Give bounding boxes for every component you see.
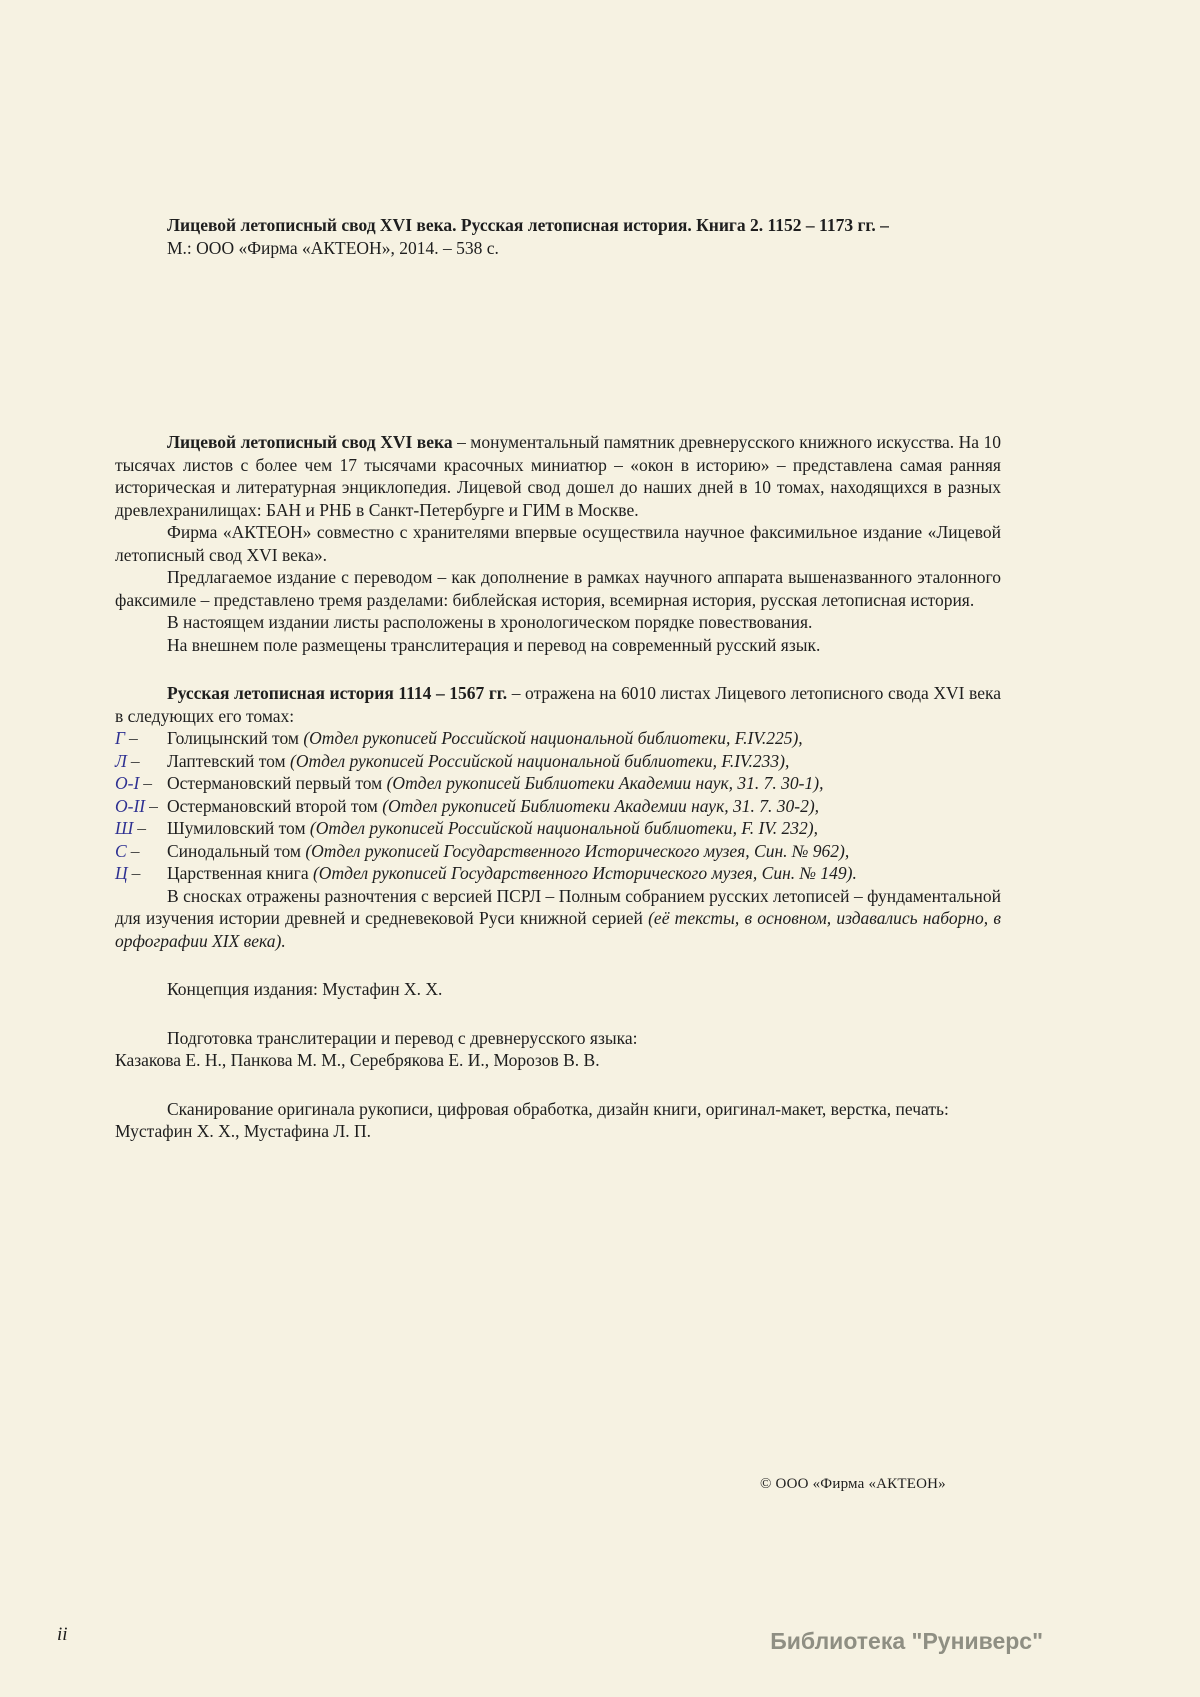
copyright-notice: © ООО «Фирма «АКТЕОН» bbox=[760, 1476, 946, 1492]
volume-description: Синодальный том (Отдел рукописей Государственного Исторического музея, Син. № 962), bbox=[167, 840, 850, 861]
paragraph-history-heading bbox=[115, 682, 1001, 727]
volume-letter: О-I – bbox=[115, 773, 153, 793]
dash: – bbox=[149, 795, 158, 816]
paragraph-edition: Предлагаемое издание с переводом – как дополнение в рамках научного аппарата вышеназванного эталонного факсимиле – представлено тремя разделами: библейская история, всемирная история, русская летописная история. bbox=[115, 567, 1001, 610]
citation-title-line: Лицевой летописный свод XVI века. Русская летописная история. Книга 2. 1152 – 1173 гг. – bbox=[167, 215, 889, 235]
paragraph-overview-text: – монументальный памятник древнерусского книжного искусства. На 10 тысячах листов с более чем 17 тысячами красочных миниатюр – «окон в историю» – представлена самая ранняя историческая и литературная энциклопедия. Лицевой свод дошел до наших дней в 10 томах, находящихся в разных древлехранилищах: БАН и РНБ в Санкт-Петербурге и ГИМ в Москве. bbox=[115, 432, 1002, 520]
paragraph-overview bbox=[115, 431, 1001, 521]
volume-letter: Л – bbox=[115, 750, 140, 771]
paragraph-footnotes bbox=[115, 885, 1001, 953]
volume-list bbox=[115, 727, 1001, 885]
volume-letter: Ц – bbox=[115, 863, 141, 883]
dash: – bbox=[137, 818, 147, 838]
credit-concept: Концепция издания: Мустафин Х. Х. bbox=[167, 979, 443, 999]
volume-description: Остермановский первый том (Отдел рукописей Библиотеки Академии наук, 31. 7. 30-1), bbox=[167, 773, 824, 793]
page-number: ii bbox=[57, 1624, 68, 1645]
volume-item-laptev bbox=[115, 750, 1001, 773]
volume-item-osterman-1 bbox=[115, 772, 1001, 795]
dash: – bbox=[130, 750, 140, 771]
volume-item-shumilov bbox=[115, 817, 1001, 840]
volume-letter: Ш – bbox=[115, 818, 147, 838]
dash: – bbox=[130, 840, 140, 861]
dash: – bbox=[128, 728, 138, 748]
citation-imprint-line: М.: ООО «Фирма «АКТЕОН», 2014. – 538 с. bbox=[167, 238, 499, 258]
volume-item-sinodal bbox=[115, 840, 1001, 863]
dash: – bbox=[131, 863, 141, 883]
volume-letter: О-II – bbox=[115, 795, 158, 816]
volume-item-tsarstvennaya bbox=[115, 862, 1001, 885]
annotation-text-block bbox=[115, 431, 1001, 1143]
volume-description: Лаптевский том (Отдел рукописей Российской национальной библиотеки, F.IV.233), bbox=[167, 750, 790, 771]
volume-letter: С – bbox=[115, 840, 140, 861]
bibliographic-citation bbox=[167, 214, 907, 260]
volume-description: Шумиловский том (Отдел рукописей Российской национальной библиотеки, F. IV. 232), bbox=[167, 818, 818, 838]
history-title: Русская летописная история 1114 – 1567 гг. bbox=[167, 683, 508, 703]
footnote-italic: (её тексты, в основном, издавались наборно, в орфографии XIX века). bbox=[115, 908, 1002, 951]
dash: – bbox=[143, 773, 153, 793]
credit-scan-names: Мустафин Х. Х., Мустафина Л. П. bbox=[115, 1121, 371, 1141]
volume-description: Царственная книга (Отдел рукописей Государственного Исторического музея, Син. № 149). bbox=[167, 863, 857, 883]
footnote-normal: В сносках отражены разночтения с версией ПСРЛ – Полным собранием русских летописей – фундаментальной для изучения истории древней и средневековой Руси книжной серией bbox=[115, 885, 1001, 928]
term-litsevoy-svod: Лицевой летописный свод XVI века bbox=[167, 432, 453, 452]
volume-item-osterman-2 bbox=[115, 795, 1001, 818]
paragraph-margins: На внешнем поле размещены транслитерация и перевод на современный русский язык. bbox=[167, 634, 821, 655]
volume-description: Остермановский второй том (Отдел рукописей Библиотеки Академии наук, 31. 7. 30-2), bbox=[167, 795, 820, 816]
volume-item-golitsyn bbox=[115, 727, 1001, 750]
history-rest: – отражена на 6010 листах Лицевого летописного свода XVI века в следующих его томах: bbox=[115, 683, 1001, 726]
runivers-library-watermark: Библиотека "Руниверс" bbox=[770, 1628, 1043, 1654]
paragraph-order: В настоящем издании листы расположены в хронологическом порядке повествования. bbox=[167, 612, 813, 632]
volume-letter: Г – bbox=[115, 728, 138, 748]
credit-transliteration-heading: Подготовка транслитерации и перевод с древнерусского языка: bbox=[167, 1027, 638, 1048]
credit-scan-heading: Сканирование оригинала рукописи, цифровая обработка, дизайн книги, оригинал-макет, верстка, печать: bbox=[167, 1098, 949, 1119]
credit-transliteration-names: Казакова Е. Н., Панкова М. М., Серебрякова Е. И., Морозов В. В. bbox=[115, 1050, 600, 1070]
volume-description: Голицынский том (Отдел рукописей Российской национальной библиотеки, F.IV.225), bbox=[167, 728, 803, 748]
paragraph-akteon: Фирма «АКТЕОН» совместно с хранителями впервые осуществила научное факсимильное издание «Лицевой летописный свод XVI века». bbox=[115, 522, 1001, 565]
